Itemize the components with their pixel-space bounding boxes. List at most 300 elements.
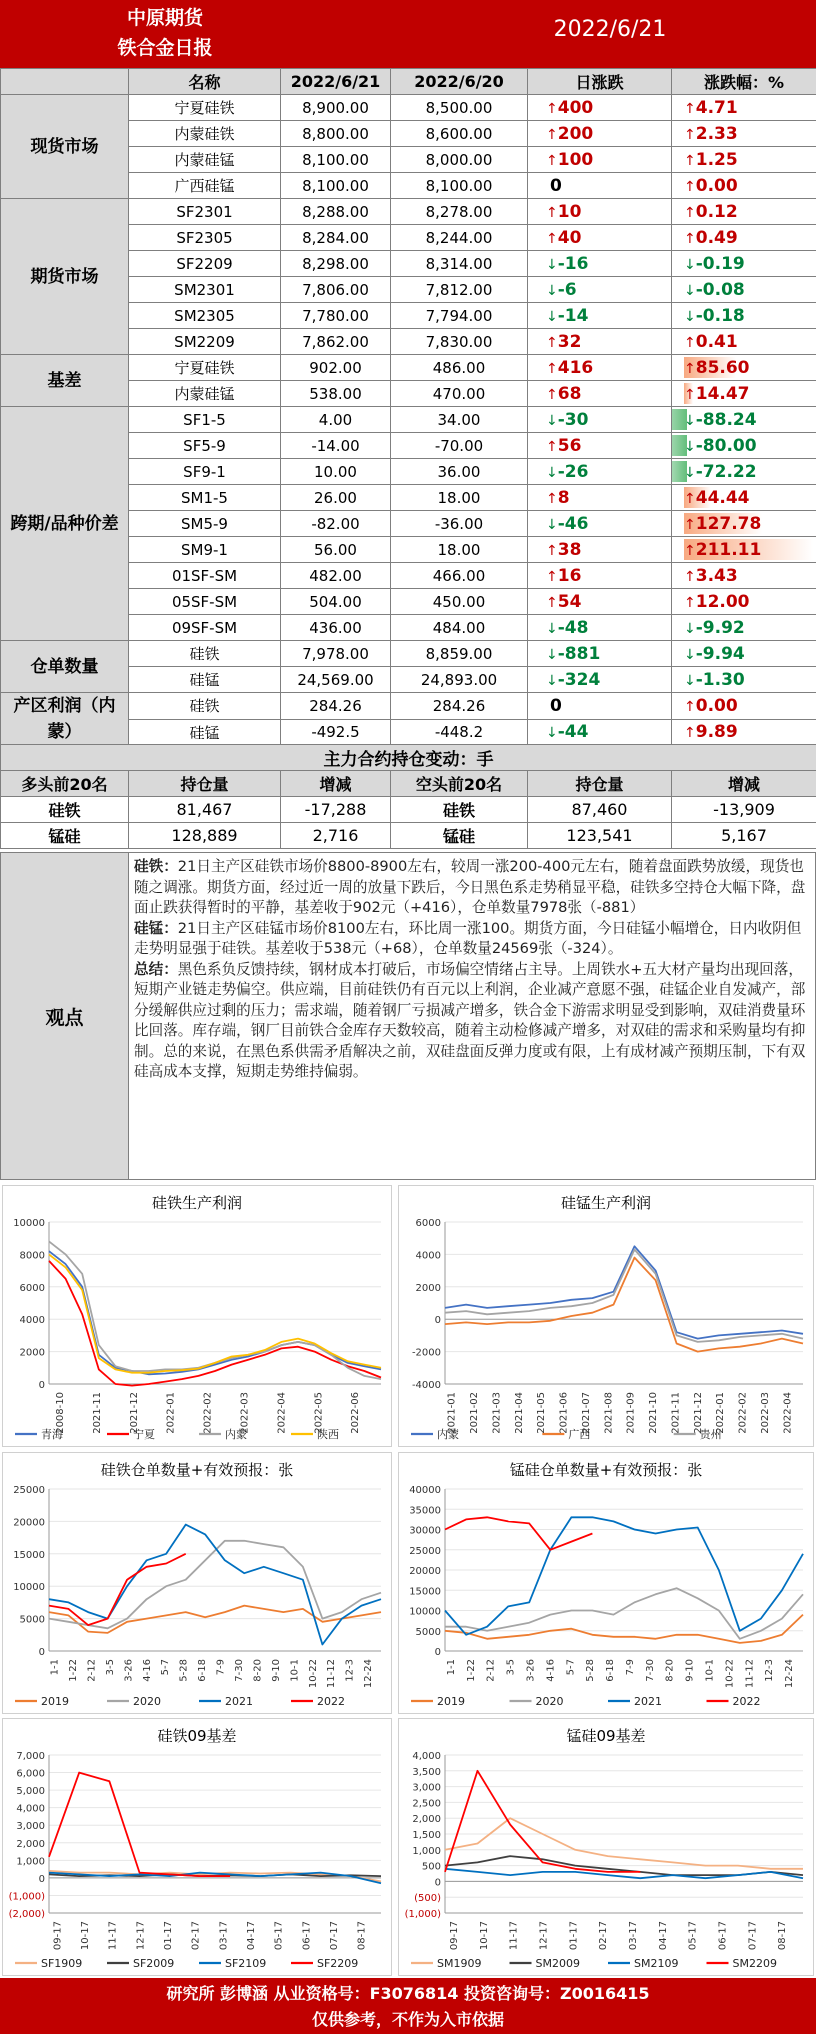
daily-change (528, 199, 672, 225)
x-tick-label: 5-7 (565, 1659, 577, 1676)
current-value: 902.00 (281, 355, 391, 381)
change-percent (672, 381, 816, 407)
percent-value: -9.92 (695, 617, 745, 638)
change-value: 40 (557, 227, 582, 248)
change-percent (672, 511, 816, 537)
arrow-up-icon: ↑ (546, 126, 558, 143)
y-tick-label: 15000 (409, 1586, 441, 1598)
y-tick-label: 4,000 (16, 1803, 45, 1815)
x-tick-label: 3-5 (104, 1659, 116, 1676)
daily-change (528, 355, 672, 381)
current-value: 504.00 (281, 589, 391, 615)
change-percent (672, 277, 816, 303)
x-tick-label: 4-16 (141, 1659, 153, 1682)
y-tick-label: (1,000) (8, 1891, 45, 1903)
x-tick-label: 03-17 (218, 1921, 230, 1951)
x-tick-label: 02-17 (190, 1921, 202, 1951)
x-tick-label: 7-30 (233, 1659, 245, 1682)
percent-value: -72.22 (695, 461, 757, 482)
short-change: 5,167 (672, 823, 816, 849)
y-tick-label: 1,000 (412, 1845, 441, 1857)
series-line-贵州 (445, 1250, 803, 1342)
y-tick-label: 20000 (409, 1566, 441, 1577)
previous-value: 34.00 (391, 407, 528, 433)
current-value: 4.00 (281, 407, 391, 433)
y-tick-label: 0 (434, 1315, 441, 1327)
chart-ferrosilicon-warrants (2, 1452, 392, 1714)
current-value: 8,100.00 (281, 147, 391, 173)
arrow-up-icon: ↑ (684, 360, 696, 377)
change-percent (672, 693, 816, 720)
change-percent (672, 485, 816, 511)
legend-label: SF1909 (41, 1957, 83, 1970)
arrow-down-icon: ↓ (684, 620, 696, 637)
change-percent (672, 147, 816, 173)
arrow-up-icon: ↑ (684, 152, 696, 169)
change-value: -14 (557, 305, 589, 326)
y-tick-label: 5000 (415, 1626, 441, 1638)
change-value: -16 (557, 253, 589, 274)
y-tick-label: (1,000) (404, 1909, 441, 1920)
item-name: 硅锰 (129, 719, 281, 746)
daily-change (528, 563, 672, 589)
percent-value: -88.24 (695, 409, 757, 430)
y-tick-label: 4000 (415, 1250, 441, 1262)
x-tick-label: 03-17 (627, 1921, 639, 1951)
y-tick-label: 8000 (19, 1250, 45, 1262)
change-percent (672, 355, 816, 381)
item-name: 广西硅锰 (129, 173, 281, 199)
x-tick-label: 11-12 (744, 1659, 756, 1689)
percent-value: -9.94 (695, 643, 745, 664)
previous-value: 8,244.00 (391, 225, 528, 251)
series-line-2022 (445, 1517, 592, 1550)
daily-change (528, 459, 672, 485)
y-tick-label: 3,500 (412, 1766, 441, 1778)
daily-change (528, 329, 672, 355)
table-row (1, 641, 816, 667)
arrow-down-icon: ↓ (684, 672, 696, 689)
item-name: SM5-9 (129, 511, 281, 537)
arrow-down-icon: ↓ (546, 256, 558, 273)
arrow-up-icon: ↑ (546, 360, 558, 377)
change-value: 68 (557, 383, 582, 404)
current-value: 7,978.00 (281, 641, 391, 667)
change-value: 16 (557, 565, 582, 586)
arrow-up-icon: ↑ (546, 490, 558, 507)
x-tick-label: 10-17 (478, 1921, 490, 1951)
column-header: 涨跌幅：% (672, 69, 816, 95)
commentary-summary: 总结：黑色系负反馈持续，钢材成本打破后，市场偏空情绪占主导。上周铁水+五大材产量均出现回落，短期产业链走势偏空。供应端，目前硅铁仍有百元以上利润，企业减产意愿不强，硅锰企业自发减产，部分缓解供应过剩的压力；需求端，随着钢厂亏损减产增多，铁合金下游需求明显受到影响，双硅消费量环比回落。库存端，钢厂目前铁合金库存天数较高，随着主动检修减产增多，对双硅的需求和采购量均有抑制。总的来说，在黑色系供需矛盾解决之前，双硅盘面反弹力度或有限，上有成材减产预期压制，下有双硅高成本支撑，短期走势维持偏弱。 (134, 960, 806, 1080)
percent-value: 0.00 (695, 695, 738, 716)
daily-change (528, 485, 672, 511)
x-tick-label: 2021-12 (128, 1392, 140, 1434)
item-name: SF9-1 (129, 459, 281, 485)
chart-silicomanganese-warrants (398, 1452, 814, 1714)
arrow-up-icon: ↑ (684, 204, 696, 221)
report-subtitle: 铁合金日报 (117, 37, 213, 59)
current-value: 7,862.00 (281, 329, 391, 355)
table-row (1, 95, 816, 121)
x-tick-label: 10-22 (724, 1659, 736, 1689)
x-tick-label: 09-17 (448, 1921, 460, 1951)
previous-value: 18.00 (391, 485, 528, 511)
x-tick-label: 2022-06 (350, 1392, 362, 1434)
x-tick-label: 09-17 (52, 1921, 64, 1951)
commentary-label: 观点 (1, 853, 129, 1179)
legend-label: SM2209 (732, 1957, 777, 1970)
x-tick-label: 01-17 (162, 1921, 174, 1951)
position-table (0, 744, 816, 849)
x-tick-label: 2021-07 (580, 1392, 592, 1434)
change-percent (672, 719, 816, 746)
percent-value: 85.60 (695, 357, 750, 378)
daily-change (528, 303, 672, 329)
table-row (1, 199, 816, 225)
x-tick-label: 1-1 (445, 1659, 457, 1676)
x-tick-label: 3-5 (505, 1659, 517, 1676)
y-tick-label: 6000 (415, 1218, 441, 1229)
arrow-down-icon: ↓ (684, 646, 696, 663)
change-value: -6 (557, 279, 577, 300)
arrow-up-icon: ↑ (684, 725, 696, 742)
item-name: 01SF-SM (129, 563, 281, 589)
column-header: 增减 (281, 771, 391, 797)
x-tick-label: 12-3 (764, 1659, 776, 1682)
x-tick-label: 7-30 (644, 1659, 656, 1682)
change-percent (672, 95, 816, 121)
y-tick-label: 500 (421, 1861, 441, 1873)
chart-title: 硅锰生产利润 (560, 1194, 652, 1212)
arrow-up-icon: ↑ (684, 516, 696, 533)
y-tick-label: 5,000 (16, 1786, 45, 1798)
legend-label: 内蒙 (225, 1428, 247, 1441)
arrow-down-icon: ↓ (684, 282, 696, 299)
change-value: 10 (557, 201, 582, 222)
y-tick-label: 20000 (13, 1517, 45, 1529)
section-label: 跨期/品种价差 (1, 407, 129, 641)
table-row (1, 823, 816, 849)
previous-value: 18.00 (391, 537, 528, 563)
legend-label: 宁夏 (133, 1428, 155, 1441)
column-header: 持仓量 (129, 771, 281, 797)
current-value: 8,288.00 (281, 199, 391, 225)
change-percent (672, 615, 816, 641)
arrow-up-icon: ↑ (546, 386, 558, 403)
column-header: 持仓量 (528, 771, 672, 797)
x-tick-label: 2022-02 (202, 1392, 214, 1434)
footer-disclaimer: 仅供参考，不作为入市依据 (311, 2010, 504, 2029)
arrow-up-icon: ↑ (546, 438, 558, 455)
item-name: SF5-9 (129, 433, 281, 459)
percent-value: 44.44 (695, 487, 750, 508)
report-date: 2022/6/21 (553, 17, 667, 42)
x-tick-label: 12-3 (344, 1659, 356, 1682)
x-tick-label: 10-17 (79, 1921, 91, 1951)
percent-value: 0.41 (695, 331, 738, 352)
current-value: -14.00 (281, 433, 391, 459)
footer (0, 1978, 816, 2034)
change-percent (672, 563, 816, 589)
chart-title: 硅铁09基差 (157, 1727, 237, 1745)
current-value: 8,298.00 (281, 251, 391, 277)
x-tick-label: 2021-01 (446, 1392, 458, 1434)
percent-value: 9.89 (695, 722, 738, 743)
y-tick-label: 0 (38, 1380, 45, 1391)
short-name: 锰硅 (391, 823, 528, 849)
current-value: 8,284.00 (281, 225, 391, 251)
x-tick-label: 10-1 (289, 1659, 301, 1682)
series-line-2021 (445, 1517, 803, 1635)
x-tick-label: 2022-03 (759, 1392, 771, 1434)
change-value: 400 (557, 97, 594, 118)
y-tick-label: 0 (38, 1647, 45, 1658)
current-value: 482.00 (281, 563, 391, 589)
y-tick-label: 3,000 (412, 1782, 441, 1794)
x-tick-label: 2021-11 (91, 1392, 103, 1434)
previous-value: 8,000.00 (391, 147, 528, 173)
current-value: 8,900.00 (281, 95, 391, 121)
x-tick-label: 2021-09 (625, 1392, 637, 1434)
x-tick-label: 10-1 (704, 1659, 716, 1682)
chart-ferrosilicon-basis (2, 1718, 392, 1976)
previous-value: 486.00 (391, 355, 528, 381)
column-header: 日涨跌 (528, 69, 672, 95)
legend-label: 2020 (133, 1695, 161, 1708)
chart-silicomanganese-basis (398, 1718, 814, 1976)
change-value: 32 (557, 331, 582, 352)
legend-label: SF2109 (225, 1957, 267, 1970)
x-tick-label: 2021-02 (469, 1392, 481, 1434)
x-tick-label: 7-9 (215, 1659, 227, 1676)
long-volume: 81,467 (129, 797, 281, 823)
x-tick-label: 06-17 (301, 1921, 313, 1951)
arrow-down-icon: ↓ (684, 412, 696, 429)
series-line-2022 (49, 1554, 186, 1625)
org-name: 中原期货 (126, 7, 203, 29)
previous-value: -36.00 (391, 511, 528, 537)
arrow-up-icon: ↑ (684, 542, 696, 559)
y-tick-label: 30000 (409, 1525, 441, 1537)
percent-value: 14.47 (695, 383, 750, 404)
arrow-up-icon: ↑ (684, 230, 696, 247)
current-value: 24,569.00 (281, 667, 391, 693)
chart-title: 硅铁生产利润 (151, 1194, 243, 1212)
short-name: 硅铁 (391, 797, 528, 823)
arrow-up-icon: ↑ (684, 126, 696, 143)
arrow-down-icon: ↓ (684, 438, 696, 455)
x-tick-label: 07-17 (747, 1921, 759, 1951)
legend-label: 内蒙 (437, 1428, 459, 1441)
change-value: 38 (557, 539, 582, 560)
previous-value: 484.00 (391, 615, 528, 641)
change-value: 56 (557, 435, 582, 456)
arrow-up-icon: ↑ (684, 100, 696, 117)
y-tick-label: 15000 (13, 1549, 45, 1561)
x-tick-label: 1-1 (49, 1659, 61, 1676)
change-percent (672, 589, 816, 615)
y-tick-label: 4000 (19, 1315, 45, 1327)
daily-change (528, 121, 672, 147)
long-name: 硅铁 (1, 797, 129, 823)
y-tick-label: 10000 (13, 1582, 45, 1594)
x-tick-label: 1-22 (465, 1659, 477, 1682)
legend-label: SM1909 (437, 1957, 482, 1970)
y-tick-label: -4000 (411, 1380, 441, 1391)
x-tick-label: 3-26 (525, 1659, 537, 1682)
x-tick-label: 6-18 (605, 1659, 617, 1682)
commentary-text (134, 857, 809, 1083)
arrow-up-icon: ↑ (684, 698, 696, 715)
current-value: 7,780.00 (281, 303, 391, 329)
y-tick-label: (500) (414, 1893, 441, 1905)
previous-value: 470.00 (391, 381, 528, 407)
chart-silicomanganese-profit (398, 1185, 814, 1447)
change-percent (672, 667, 816, 693)
x-tick-label: 05-17 (687, 1921, 699, 1951)
series-line-2019 (49, 1606, 381, 1633)
section-label: 现货市场 (1, 95, 129, 199)
x-tick-label: 10-22 (307, 1659, 319, 1689)
daily-change (528, 511, 672, 537)
change-percent (672, 329, 816, 355)
daily-change (528, 147, 672, 173)
legend-label: 贵州 (699, 1428, 722, 1441)
item-name: SF2209 (129, 251, 281, 277)
change-value: -46 (557, 513, 589, 534)
x-tick-label: 12-24 (784, 1659, 796, 1689)
item-name: 硅铁 (129, 693, 281, 720)
long-volume: 128,889 (129, 823, 281, 849)
y-tick-label: 40000 (409, 1485, 441, 1496)
x-tick-label: 2021-06 (558, 1392, 570, 1434)
current-value: 436.00 (281, 615, 391, 641)
percent-value: 0.49 (695, 227, 738, 248)
change-value: 0 (550, 695, 562, 716)
change-percent (672, 641, 816, 667)
change-value: 0 (550, 175, 562, 196)
legend-label: 陕西 (317, 1428, 339, 1441)
legend-label: 2019 (41, 1695, 69, 1708)
percent-value: -0.18 (695, 305, 745, 326)
y-tick-label: -2000 (411, 1347, 441, 1359)
x-tick-label: 5-28 (178, 1659, 190, 1682)
x-tick-label: 8-20 (252, 1659, 264, 1682)
item-name: SF2301 (129, 199, 281, 225)
previous-value: 450.00 (391, 589, 528, 615)
commentary-section (0, 852, 816, 1180)
current-value: 8,800.00 (281, 121, 391, 147)
report-header (0, 0, 816, 68)
short-volume: 123,541 (528, 823, 672, 849)
y-tick-label: 7,000 (16, 1751, 45, 1762)
x-tick-label: 01-17 (568, 1921, 580, 1951)
change-value: 8 (557, 487, 570, 508)
y-tick-label: 3,000 (16, 1821, 45, 1833)
arrow-down-icon: ↓ (546, 412, 558, 429)
percent-value: 0.12 (695, 201, 738, 222)
table-row (1, 355, 816, 381)
y-tick-label: 6000 (19, 1282, 45, 1294)
percent-value: -0.08 (695, 279, 745, 300)
current-value: -82.00 (281, 511, 391, 537)
commentary-silicomanganese: 硅锰：21日主产区硅锰市场价8100左右，环比周一涨100。期货方面，今日硅锰小幅增仓，日内收阴但走势明显强于硅铁。基差收于538元（+68），仓单数量24569张（-324）。 (134, 919, 802, 957)
item-name: SM2209 (129, 329, 281, 355)
table-row (1, 407, 816, 433)
x-tick-label: 9-10 (684, 1659, 696, 1682)
arrow-up-icon: ↑ (684, 178, 696, 195)
change-percent (672, 433, 816, 459)
arrow-up-icon: ↑ (684, 386, 696, 403)
arrow-up-icon: ↑ (684, 594, 696, 611)
item-name: 内蒙硅锰 (129, 147, 281, 173)
item-name: 内蒙硅铁 (129, 121, 281, 147)
item-name: 09SF-SM (129, 615, 281, 641)
y-tick-label: 35000 (409, 1505, 441, 1517)
commentary-ferrosilicon: 硅铁：21日主产区硅铁市场价8800-8900左右，较周一涨200-400元左右，随着盘面跌势放缓，现货也随之调涨。期货方面，经过近一周的放量下跌后，今日黑色系走势稍显平稳，硅铁多空持仓大幅下降，盘面止跌获得暂时的平静，基差收于902元（+416），仓单数量7978张（-881） (134, 858, 806, 916)
previous-value: 7,794.00 (391, 303, 528, 329)
x-tick-label: 2022-03 (239, 1392, 251, 1434)
long-change: -17,288 (281, 797, 391, 823)
x-tick-label: 6-18 (197, 1659, 209, 1682)
table-row (1, 797, 816, 823)
percent-value: 12.00 (695, 591, 750, 612)
series-line-宁夏 (49, 1261, 381, 1386)
change-value: -26 (557, 461, 589, 482)
y-tick-label: 25000 (409, 1545, 441, 1557)
item-name: SM9-1 (129, 537, 281, 563)
arrow-down-icon: ↓ (546, 672, 558, 689)
previous-value: 8,314.00 (391, 251, 528, 277)
legend-label: SF2209 (317, 1957, 359, 1970)
y-tick-label: 1,500 (412, 1830, 441, 1841)
position-header-row (1, 771, 816, 797)
change-value: -324 (557, 669, 601, 690)
change-percent (672, 225, 816, 251)
section-label: 仓单数量 (1, 641, 129, 693)
previous-value: 8,859.00 (391, 641, 528, 667)
series-line-内蒙 (445, 1246, 803, 1338)
y-tick-label: 2,000 (16, 1838, 45, 1850)
change-percent (672, 251, 816, 277)
x-tick-label: 12-17 (538, 1921, 550, 1951)
percent-value: 3.43 (695, 565, 738, 586)
x-tick-label: 2021-05 (536, 1392, 548, 1434)
legend-label: 2021 (225, 1695, 253, 1708)
arrow-down-icon: ↓ (546, 725, 558, 742)
legend-label: SM2009 (535, 1957, 580, 1970)
legend-label: 青海 (41, 1428, 63, 1441)
x-tick-label: 04-17 (245, 1921, 257, 1951)
x-tick-label: 05-17 (273, 1921, 285, 1951)
change-value: -881 (557, 643, 601, 664)
change-percent (672, 537, 816, 563)
item-name: 05SF-SM (129, 589, 281, 615)
current-value: 538.00 (281, 381, 391, 407)
x-tick-label: 2022-01 (165, 1392, 177, 1434)
legend-label: 2021 (634, 1695, 662, 1708)
x-tick-label: 2-12 (485, 1659, 497, 1682)
column-header: 增减 (672, 771, 816, 797)
item-name: 宁夏硅铁 (129, 355, 281, 381)
daily-change (528, 615, 672, 641)
daily-change (528, 277, 672, 303)
legend-label: 2020 (535, 1695, 564, 1708)
change-value: -44 (557, 722, 589, 743)
change-value: -48 (557, 617, 589, 638)
x-tick-label: 12-17 (135, 1921, 147, 1951)
daily-change (528, 433, 672, 459)
